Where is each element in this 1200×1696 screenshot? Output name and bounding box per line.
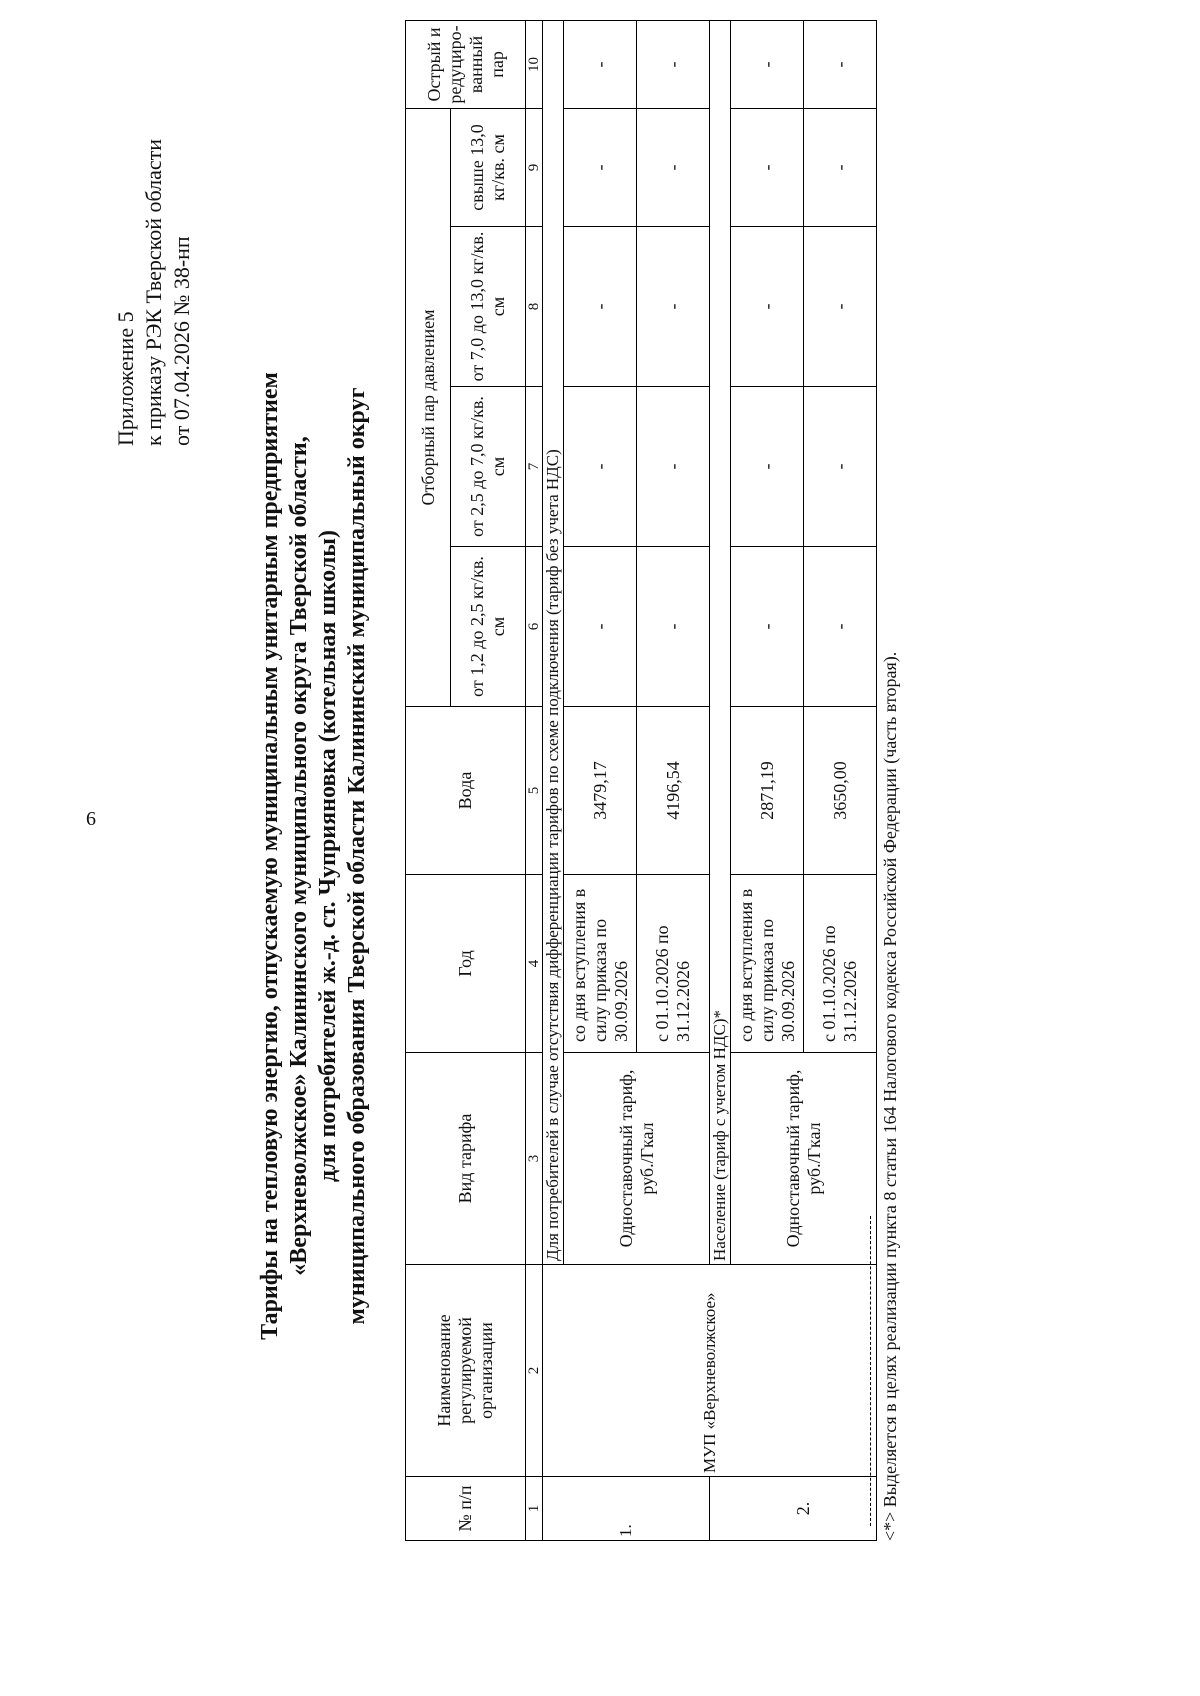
column-number: 2: [526, 1265, 543, 1477]
title-line-2: «Верхневолжское» Калининского муниципального округа Тверской области,: [286, 436, 312, 1276]
water-value: 3479,17: [564, 707, 637, 875]
pressure-1-value: -: [564, 547, 637, 707]
column-number: 1: [526, 1477, 543, 1541]
section-label-row-1: [543, 20, 564, 1540]
column-number: 9: [526, 108, 543, 226]
header-water: Вода: [406, 707, 526, 875]
period-cell: с 01.10.2026 по 31.12.2026: [637, 875, 710, 1053]
pressure-3-value: -: [804, 227, 877, 387]
footnote-separator: [870, 1216, 871, 1526]
period-cell: со дня вступления в силу приказа по 30.09.2026: [731, 875, 804, 1053]
tariff-type-2: Одноставочный тариф, руб./Гкал: [731, 1053, 877, 1265]
section-label-1: Для потребителей в случае отсутствия дифференциации тарифов по схеме подключения (тариф без учета НДС): [543, 20, 564, 1264]
title-line-3: для потребителей ж.-д. ст. Чуприяновка (котельная школы): [315, 529, 341, 1183]
pressure-2-value: -: [731, 387, 804, 547]
column-number: 8: [526, 227, 543, 387]
column-number: 4: [526, 875, 543, 1053]
column-number: 6: [526, 547, 543, 707]
pressure-4-value: -: [637, 108, 710, 226]
appendix-line-1: Приложение 5: [113, 311, 138, 446]
header-num: № п/п: [406, 1477, 526, 1541]
pressure-3-value: -: [564, 227, 637, 387]
organization-name: МУП «Верхневолжское»: [543, 1265, 877, 1477]
header-sharp-steam: Острый и редуциро-ванный пар: [406, 20, 526, 108]
water-value: 3650,00: [804, 707, 877, 875]
water-value: 4196,54: [637, 707, 710, 875]
pressure-2-value: -: [637, 387, 710, 547]
header-year: Год: [406, 875, 526, 1053]
column-number-row: [526, 20, 543, 1540]
pressure-1-value: -: [731, 547, 804, 707]
footnote: <*> Выделяется в целях реализации пункта 8 статьи 164 Налогового кодекса Российской Федерации (часть вторая).: [880, 651, 900, 1541]
tariff-type-1: Одноставочный тариф, руб./Гкал: [564, 1053, 710, 1265]
pressure-1-value: -: [637, 547, 710, 707]
appendix-line-3: от 07.04.2026 № 38-нп: [169, 236, 194, 446]
title-line-1: Тарифы на тепловую энергию, отпускаемую муниципальным унитарным предприятием: [257, 372, 283, 1340]
tariff-table: [405, 20, 877, 1541]
pressure-1-value: -: [804, 547, 877, 707]
period-cell: с 01.10.2026 по 31.12.2026: [804, 875, 877, 1053]
header-tariff-type: Вид тарифа: [406, 1053, 526, 1265]
column-number: 10: [526, 20, 543, 108]
section-label-2: Население (тариф с учетом НДС)*: [710, 20, 731, 1264]
row-number-2: 2.: [731, 1477, 877, 1541]
sharp-steam-value: -: [731, 20, 804, 108]
title-line-4: муниципального образования Тверской области Калининский муниципальный округ: [344, 387, 370, 1325]
period-cell: со дня вступления в силу приказа по 30.09.2026: [564, 875, 637, 1053]
header-pressure-3: от 7,0 до 13,0 кг/кв. см: [451, 227, 526, 387]
header-steam-group: Отборный пар давлением: [406, 108, 451, 706]
pressure-3-value: -: [731, 227, 804, 387]
pressure-2-value: -: [564, 387, 637, 547]
pressure-4-value: -: [804, 108, 877, 226]
column-number: 3: [526, 1053, 543, 1265]
water-value: 2871,19: [731, 707, 804, 875]
column-number: 5: [526, 707, 543, 875]
appendix-line-2: к приказу РЭК Тверской области: [141, 138, 166, 446]
appendix-header: [112, 139, 196, 446]
header-organization: Наименование регулируемой организации: [406, 1265, 526, 1477]
sharp-steam-value: -: [564, 20, 637, 108]
pressure-4-value: -: [731, 108, 804, 226]
page-number: 6: [86, 808, 96, 830]
pressure-3-value: -: [637, 227, 710, 387]
column-number: 7: [526, 387, 543, 547]
header-pressure-4: свыше 13,0 кг/кв. см: [451, 108, 526, 226]
row-number-1: 1.: [543, 1477, 710, 1541]
sharp-steam-value: -: [804, 20, 877, 108]
document-title: [256, 266, 372, 1446]
sharp-steam-value: -: [637, 20, 710, 108]
pressure-2-value: -: [804, 387, 877, 547]
header-pressure-2: от 2,5 до 7,0 кг/кв. см: [451, 387, 526, 547]
header-row-1: [406, 20, 451, 1540]
header-pressure-1: от 1,2 до 2,5 кг/кв. см: [451, 547, 526, 707]
row-number-spacer: [710, 1477, 731, 1541]
pressure-4-value: -: [564, 108, 637, 226]
